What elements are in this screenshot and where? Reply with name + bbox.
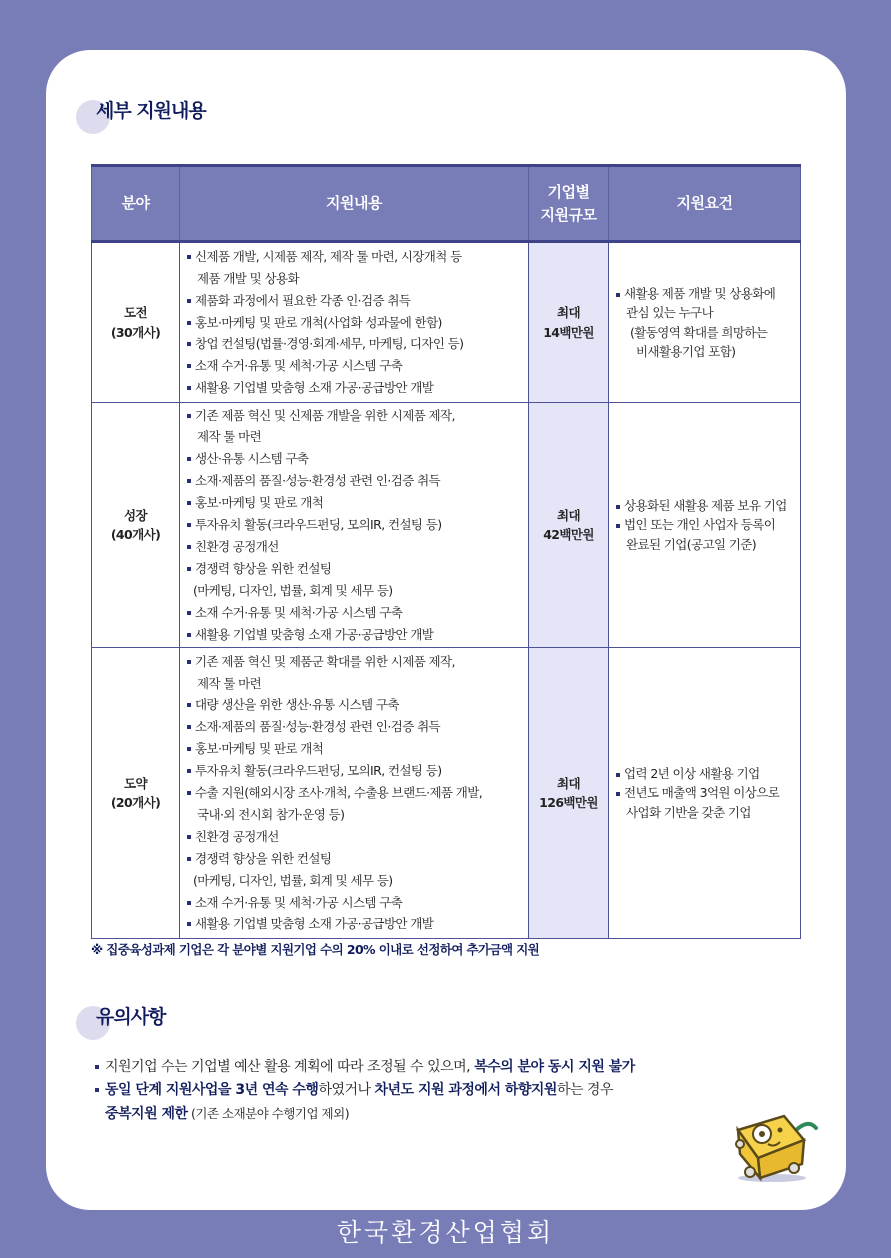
list-item: 소재 수거·유통 및 세척·가공 시스템 구축 — [185, 355, 528, 377]
content-list — [180, 651, 528, 936]
list-item: 새활용 기업별 맞춤형 소재 가공·공급방안 개발 — [185, 624, 528, 646]
requirements-list — [609, 764, 800, 823]
content-cell — [180, 242, 529, 403]
list-item: 친환경 공정개선 — [185, 826, 528, 848]
list-item: 새활용 제품 개발 및 상용화에 — [614, 284, 800, 304]
list-item-continuation: 사업화 기반을 갖춘 기업 — [626, 804, 751, 820]
scale-amount: 42백만원 — [543, 527, 594, 542]
list-item: 경쟁력 향상을 위한 컨설팅 — [185, 848, 528, 870]
table-row — [92, 242, 801, 403]
list-item: 투자유치 활동(크라우드펀딩, 모의IR, 컨설팅 등) — [185, 514, 528, 536]
list-item-continuation: 제작 툴 마련 — [197, 429, 262, 445]
scale-label: 최대 — [557, 775, 580, 791]
scale-cell — [529, 648, 609, 939]
requirements-cell — [609, 648, 801, 939]
caution-item — [93, 1079, 635, 1102]
list-item: 기존 제품 혁신 및 제품군 확대를 위한 시제품 제작, — [185, 651, 528, 673]
list-item: 홍보·마케팅 및 판로 개척(사업화 성과물에 한함) — [185, 312, 528, 334]
list-item: 제품화 과정에서 필요한 각종 인·검증 취득 — [185, 290, 528, 312]
table-footnote: ※ 집중육성과제 기업은 각 분야별 지원기업 수의 20% 이내로 선정하여 추가금액 지원 — [91, 942, 540, 957]
list-item: 대량 생산을 위한 생산·유통 시스템 구축 — [185, 694, 528, 716]
list-item-continuation: (활동영역 확대를 희망하는 — [630, 324, 768, 340]
list-item: 전년도 매출액 3억원 이상으로 — [614, 783, 800, 803]
table-header-row — [92, 166, 801, 242]
list-item: 상용화된 새활용 제품 보유 기업 — [614, 496, 800, 516]
scale-label: 최대 — [557, 507, 580, 523]
header-field: 분야 — [92, 166, 180, 242]
field-cell — [92, 648, 180, 939]
list-item: 소재·제품의 품질·성능·환경성 관련 인·검증 취득 — [185, 470, 528, 492]
header-scale-line2: 지원규모 — [540, 205, 597, 224]
list-item-continuation: 제작 툴 마련 — [197, 675, 262, 691]
list-item-continuation: (마케팅, 디자인, 법률, 회계 및 세무 등) — [193, 582, 393, 598]
list-item-continuation: 관심 있는 누구나 — [626, 305, 714, 320]
table-row — [92, 648, 801, 939]
scale-cell — [529, 242, 609, 403]
caution-text: 하였거나 — [318, 1082, 375, 1098]
section-title: 유의사항 — [96, 1006, 166, 1028]
content-cell — [180, 648, 529, 939]
scale-cell — [529, 403, 609, 648]
table-row — [92, 403, 801, 648]
list-item: 홍보·마케팅 및 판로 개척 — [185, 492, 528, 514]
content-list — [180, 405, 528, 646]
field-count: (20개사) — [110, 795, 161, 810]
header-scale-line1: 기업별 — [547, 183, 590, 201]
caution-text: 하는 경우 — [556, 1082, 613, 1098]
field-count: (30개사) — [110, 324, 161, 340]
list-item: 새활용 기업별 맞춤형 소재 가공·공급방안 개발 — [185, 913, 528, 935]
list-item: 창업 컨설팅(법률·경영·회계·세무, 마케팅, 디자인 등) — [185, 333, 528, 355]
list-item: 소재 수거·유통 및 세척·가공 시스템 구축 — [185, 602, 528, 624]
field-name: 도전 — [124, 305, 147, 321]
list-item: 생산·유통 시스템 구축 — [185, 448, 528, 470]
requirements-cell — [609, 242, 801, 403]
organization-name: 한국환경산업협회 — [336, 1218, 555, 1247]
caution-emphasis: 차년도 지원 과정에서 하향지원 — [374, 1082, 557, 1098]
support-details-table — [91, 164, 801, 939]
cautions-list — [93, 1056, 635, 1126]
list-item: 업력 2년 이상 새활용 기업 — [614, 764, 800, 784]
section-title: 세부 지원내용 — [96, 100, 206, 122]
caution-emphasis: 복수의 분야 동시 지원 불가 — [474, 1059, 635, 1075]
header-content: 지원내용 — [180, 166, 529, 242]
list-item: 홍보·마케팅 및 판로 개척 — [185, 738, 528, 760]
scale-amount: 14백만원 — [543, 324, 594, 340]
scale-amount: 126백만원 — [539, 795, 598, 810]
list-item-continuation: 완료된 기업(공고일 기준) — [626, 536, 757, 552]
header-scale — [529, 166, 609, 242]
box-character-mascot-icon — [724, 1104, 824, 1184]
field-count: (40개사) — [110, 527, 161, 542]
list-item-continuation: 제품 개발 및 상용화 — [197, 270, 299, 286]
content-list — [180, 246, 528, 399]
list-item: 경쟁력 향상을 위한 컨설팅 — [185, 558, 528, 580]
content-cell — [180, 403, 529, 648]
header-requirements: 지원요건 — [609, 166, 801, 242]
list-item: 소재 수거·유통 및 세척·가공 시스템 구축 — [185, 892, 528, 914]
requirements-list — [609, 496, 800, 555]
caution-text: (기존 소재분야 수행기업 제외) — [187, 1106, 350, 1121]
list-item: 수출 지원(해외시장 조사·개척, 수출용 브랜드·제품 개발, — [185, 782, 528, 804]
field-name: 성장 — [124, 507, 147, 523]
caution-item-continuation — [93, 1102, 635, 1126]
requirements-cell — [609, 403, 801, 648]
list-item-continuation: (마케팅, 디자인, 법률, 회계 및 세무 등) — [193, 872, 393, 888]
list-item: 기존 제품 혁신 및 신제품 개발을 위한 시제품 제작, — [185, 405, 528, 427]
list-item: 법인 또는 개인 사업자 등록이 — [614, 515, 800, 535]
list-item: 친환경 공정개선 — [185, 536, 528, 558]
list-item-continuation: 비새활용기업 포함) — [636, 344, 736, 359]
list-item: 새활용 기업별 맞춤형 소재 가공·공급방안 개발 — [185, 377, 528, 399]
list-item: 투자유치 활동(크라우드펀딩, 모의IR, 컨설팅 등) — [185, 760, 528, 782]
caution-emphasis: 동일 단계 지원사업을 3년 연속 수행 — [105, 1082, 319, 1098]
field-cell — [92, 403, 180, 648]
scale-label: 최대 — [557, 305, 580, 321]
caution-text: 지원기업 수는 기업별 예산 활용 계획에 따라 조정될 수 있으며, — [105, 1059, 475, 1075]
field-cell — [92, 242, 180, 403]
caution-emphasis: 중복지원 제한 — [105, 1106, 188, 1122]
requirements-list — [609, 284, 800, 362]
list-item: 신제품 개발, 시제품 제작, 제작 툴 마련, 시장개척 등 — [185, 246, 528, 268]
field-name: 도약 — [124, 775, 147, 791]
list-item-continuation: 국내·외 전시회 참가·운영 등) — [197, 806, 345, 822]
list-item: 소재·제품의 품질·성능·환경성 관련 인·검증 취득 — [185, 716, 528, 738]
caution-item — [93, 1056, 635, 1079]
